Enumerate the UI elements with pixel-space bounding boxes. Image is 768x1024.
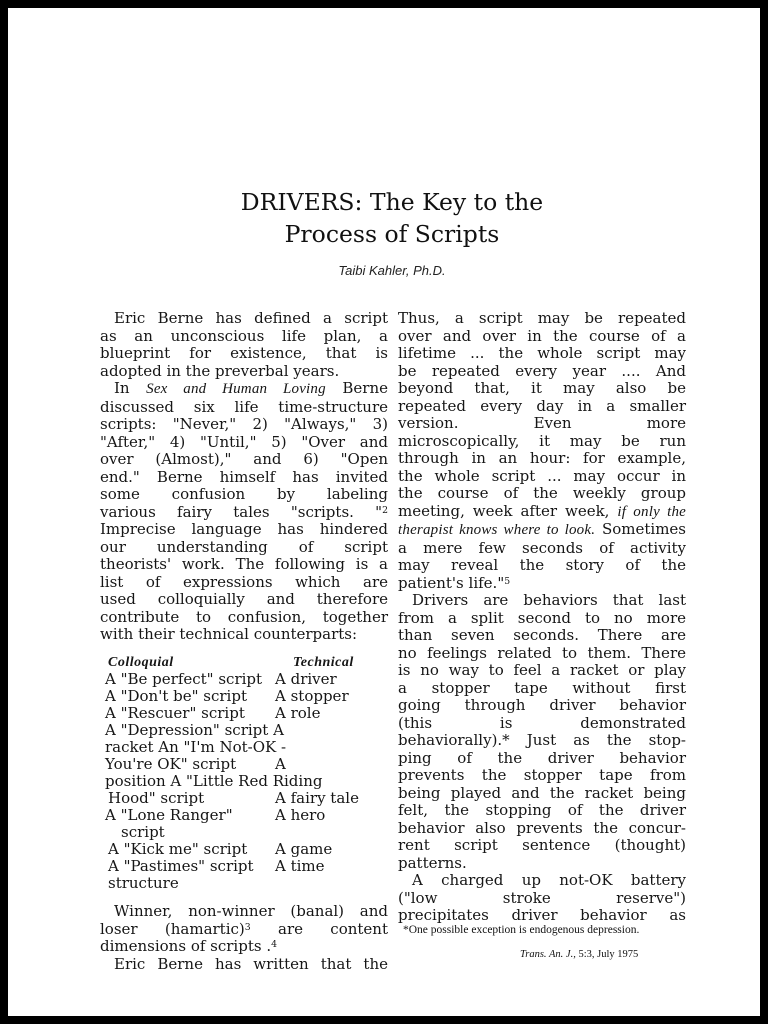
text-run: Drivers are behaviors that last [412,591,686,609]
text-run: over and over in the course of a [398,326,686,345]
text-run: our understanding of script [100,537,388,556]
technical-term: A [275,755,286,773]
text-run: Berne [325,379,388,397]
text-run: contribute to confusion, together [100,607,388,626]
technical-term: A driver [275,670,337,688]
text-line [100,626,388,644]
colloquial-term: A "Rescuer" script [105,704,245,722]
text-line [398,592,686,610]
table-row [105,807,395,824]
right-column-text [398,309,687,924]
text-line [398,732,686,750]
text-run: loser (hamartic) [100,919,245,938]
terminology-table [105,655,395,892]
paragraph [100,380,388,644]
text-line [398,433,686,451]
column-header-colloquial: Colloquial [108,655,174,670]
colloquial-term: A "Kick me" script [108,840,248,858]
text-run: from a split second to no more [398,608,686,627]
text-line [398,680,686,698]
text-line [398,715,686,733]
technical-term: A stopper [275,687,349,705]
text-run: some confusion by labeling [100,485,388,503]
text-run: as an unconscious life plan, a [100,326,388,345]
text-run: through in an hour: for example, [398,449,686,467]
text-run: the whole script ... may occur in [398,466,686,485]
text-line [398,697,686,715]
text-run: are content [250,919,388,938]
text-line [398,363,686,381]
italic-text: therapist knows where to look. [398,522,596,538]
table-text: position A "Little Red Riding [105,772,323,790]
text-line [398,521,686,540]
text-run: patient's life." [398,573,505,592]
text-run: dimensions of scripts . [100,937,272,955]
paragraph [100,310,388,380]
table-row [105,841,395,858]
text-line [398,310,686,328]
journal-citation [520,948,638,962]
text-line [398,837,686,855]
technical-term: A game [275,840,333,858]
text-run: than seven seconds. There are [398,626,686,644]
text-run: a stopper tape without first [398,678,686,697]
text-line [398,503,686,522]
text-line [398,890,686,908]
text-line [398,645,686,663]
text-line [398,450,686,468]
footnote-reference: 5 [504,575,511,587]
text-line [398,345,686,363]
paragraph [398,872,686,925]
paragraph [398,310,686,592]
text-run: end." Berne himself has invited [100,467,388,486]
text-line [100,310,388,328]
text-run: "After," 4) "Until," 5) "Over and [100,432,388,451]
text-run: the course of the weekly group [398,484,686,502]
text-run: ("low stroke reserve") [398,888,686,907]
text-run: (this is demonstrated [398,713,686,732]
table-text: structure [108,874,179,892]
paragraph [100,903,388,956]
text-run: microscopically, it may be run [398,431,686,450]
table-row [105,688,395,705]
text-run: Winner, non-winner (banal) and [114,902,388,920]
text-line [100,399,388,417]
colloquial-term: A "Be perfect" script [105,670,263,688]
colloquial-term: You're OK" script [105,755,237,773]
journal-name: Trans. An. J., [520,949,576,960]
text-run: may reveal the story of the [398,556,686,574]
text-line [100,921,388,939]
text-line [100,416,388,434]
text-run: used colloquially and therefore [100,590,388,608]
text-line [100,363,388,381]
footnote: *One possible exception is endogenous depression. [403,924,640,936]
table-row [105,790,395,807]
text-run: various fairy tales "scripts. " [100,502,383,521]
text-line [398,398,686,416]
text-run: felt, the stopping of the driver [398,801,686,819]
text-run: going through driver behavior [398,696,686,714]
text-line [100,556,388,574]
text-line [398,610,686,628]
text-line [100,328,388,346]
table-row [105,773,395,790]
text-run: A charged up not-OK battery [412,871,686,889]
text-line [100,574,388,592]
text-run: be repeated every year .... And [398,361,686,380]
text-line [398,415,686,433]
text-run: lifetime ... the whole script may [398,344,686,362]
text-run: is no way to feel a racket or play [398,661,686,679]
table-text: A "Depression" script A [105,721,284,739]
table-row [105,875,395,892]
text-line [100,469,388,487]
text-line [398,627,686,645]
title-line-1: DRIVERS: The Key to the [240,188,544,216]
technical-term: A role [275,704,321,722]
text-run: version. Even more [398,414,686,432]
text-run: a mere few seconds of activity [398,538,686,557]
text-line [100,938,388,956]
footnote-reference: 3 [244,921,251,933]
text-run: Sometimes [595,520,686,538]
table-row [105,705,395,722]
text-line [398,485,686,503]
text-run: beyond that, it may also be [398,379,686,397]
text-run: repeated every day in a smaller [398,396,686,415]
italic-text: Sex and Human Loving [146,381,326,397]
text-line [398,767,686,785]
text-line [398,855,686,873]
text-line [100,486,388,504]
text-run: Imprecise language has hindered [100,520,388,538]
text-run: rent script sentence (thought) [398,836,686,854]
text-line [398,785,686,803]
table-row [105,739,395,756]
text-line [100,539,388,557]
text-run: Thus, a script may be repeated [398,309,686,327]
text-run: list of expressions which are [100,572,388,591]
colloquial-term: A "Pastimes" script [108,857,254,875]
paragraph [398,592,686,872]
text-run: with their technical counterparts: [100,625,358,643]
text-run: being played and the racket being [398,783,686,802]
text-run: In [114,379,147,397]
text-run: no feelings related to them. There [398,643,686,662]
colloquial-term: A "Don't be" script [105,687,247,705]
technical-term: A hero [275,806,326,824]
text-line [398,872,686,890]
technical-term: A time [275,857,325,875]
text-run: precipitates driver behavior as [398,906,686,924]
text-line [100,956,388,974]
text-line [100,504,388,522]
text-run: blueprint for existence, that is [100,344,388,362]
text-line [100,609,388,627]
text-line [398,380,686,398]
text-run: scripts: "Never," 2) "Always," 3) [100,415,388,433]
text-line [398,802,686,820]
left-column-text-bottom [100,902,388,973]
text-run: behaviorally).* Just as the stop- [398,731,686,749]
text-line [398,468,686,486]
text-run: discussed six life time-structure [100,397,388,416]
text-line [398,750,686,768]
text-line [100,591,388,609]
text-line [100,903,388,921]
text-run: patterns. [398,853,467,872]
text-run: behavior also prevents the concur- [398,818,686,837]
table-text: racket An "I'm Not-OK - [105,738,287,756]
text-line [398,662,686,680]
text-run: over (Almost)," and 6) "Open [100,450,388,468]
table-row [105,722,395,739]
paragraph [100,956,388,974]
text-line [398,557,686,575]
text-run: ping of the driver behavior [398,748,686,767]
journal-issue: 5:3, July 1975 [578,949,639,960]
text-line [100,345,388,363]
italic-text: if only the [617,503,687,520]
column-header-technical: Technical [293,655,354,670]
text-run: Eric Berne has defined a script [114,309,388,327]
colloquial-term: Hood" script [108,789,205,807]
technical-term: A fairy tale [275,789,359,807]
text-run: prevents the stopper tape from [398,766,686,784]
text-line [398,907,686,925]
left-column-text-top [100,310,388,644]
table-text: script [121,823,165,841]
text-run: adopted in the preverbal years. [100,361,340,380]
text-run: meeting, week after week, [398,501,618,520]
text-line [398,820,686,838]
table-row [105,858,395,875]
author-byline: Taibi Kahler, Ph.D. [338,263,446,278]
text-line [100,521,388,539]
text-run: theorists' work. The following is a [100,555,388,573]
footnote-reference: 4 [271,938,278,950]
table-header-row [105,655,395,671]
colloquial-term: A "Lone Ranger" [105,806,233,824]
text-run: Eric Berne has written that the [114,954,388,973]
footnote-reference: 2 [382,504,388,516]
table-row [105,824,395,841]
title-line-2: Process of Scripts [284,220,500,248]
article-title [192,186,592,250]
text-line [100,451,388,469]
table-row [105,671,395,688]
text-line [398,328,686,346]
text-line [398,575,686,593]
text-line [398,540,686,558]
text-line [100,434,388,452]
table-row [105,756,395,773]
text-line [100,380,388,399]
